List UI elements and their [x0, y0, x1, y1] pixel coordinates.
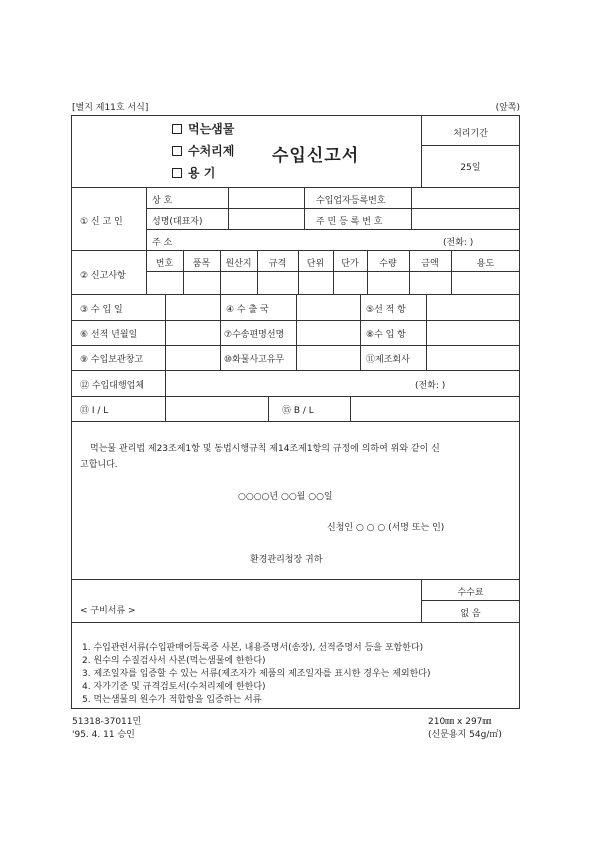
approval-date: '95. 4. 11 승인	[72, 730, 135, 740]
paper-size: 210㎜ x 297㎜	[428, 717, 492, 727]
documents-title: < 구비서류 >	[80, 606, 136, 616]
column-header: 규격	[268, 259, 287, 269]
document-item: 2. 원수의 수질검사서 사본(먹는샘물에 한한다)	[82, 656, 266, 666]
address-label: 주 소	[152, 238, 173, 248]
importer-reg-no-label: 수입업자등록번호	[316, 196, 386, 206]
column-header: 단위	[306, 259, 325, 269]
applicant-signature: 신청인 ○ ○ ○ (서명 또는 인)	[327, 523, 445, 533]
resident-no-label: 주 민 등 록 번 호	[316, 217, 383, 227]
column-header: 품목	[192, 259, 211, 269]
import-agent-label: ⑫ 수입대행업체	[80, 381, 145, 391]
checkbox-icon	[172, 124, 182, 134]
page-side-label: (앞쪽)	[495, 103, 520, 113]
column-header: 수량	[379, 259, 397, 269]
fee-value: 없 음	[460, 609, 481, 619]
cargo-accident-label: ⑩화물사고유무	[224, 355, 285, 365]
document-item: 5. 먹는샘물의 원수가 적합함을 입증하는 서류	[82, 695, 262, 705]
checkbox-water-treatment[interactable]: 수처리제	[172, 142, 234, 159]
phone-label: (전화: )	[443, 238, 474, 248]
document-item: 4. 자가기준 및 규격검토서(수처리제에 한한다)	[82, 682, 266, 692]
form-code: 51318-37011민	[72, 717, 142, 727]
processing-period-label: 처리기간	[453, 129, 488, 139]
warehouse-label: ⑨ 수입보관창고	[80, 355, 144, 365]
checkbox-icon	[172, 146, 182, 156]
statement-line-1: 먹는물 관리법 제23조제1항 및 동법시행규칙 제14조제1항의 규정에 의하여 위와 같이 신	[90, 444, 440, 454]
lc-label: ⑬ I / L	[80, 406, 109, 416]
column-header: 번호	[155, 259, 174, 269]
agent-phone-label: (전화: )	[415, 381, 446, 391]
application-date: ○○○○년 ○○월 ○○일	[238, 492, 333, 502]
import-port-label: ⑧수 입 항	[366, 330, 406, 340]
paper-type: (신문용지 54g/㎡)	[428, 730, 502, 740]
page-title: 수입신고서	[272, 146, 360, 166]
loading-date-label: ⑥ 선적 년월일	[80, 330, 138, 340]
processing-period-value: 25일	[460, 163, 481, 173]
import-date-label: ③ 수 입 일	[80, 305, 123, 315]
checkbox-drinking-water[interactable]: 먹는샘물	[172, 120, 234, 137]
column-header: 용도	[476, 259, 495, 269]
bl-label: ⑮ B / L	[282, 406, 314, 416]
fee-label: 수수료	[457, 588, 484, 598]
checkbox-icon	[172, 168, 182, 178]
report-items-section-label: ② 신고사항	[80, 271, 126, 281]
checkbox-container[interactable]: 용 기	[172, 164, 215, 181]
loading-port-label: ⑤선 적 항	[366, 305, 406, 315]
export-country-label: ④ 수 출 국	[226, 305, 269, 315]
manufacturer-label: ⑪제조회사	[366, 355, 410, 365]
trade-name-label: 상 호	[152, 196, 173, 206]
representative-label: 성명(대표자)	[152, 217, 203, 227]
applicant-section-label: ① 신 고 인	[80, 217, 123, 227]
vessel-name-label: ⑦수송편명선명	[224, 330, 285, 340]
column-header: 단가	[341, 259, 359, 269]
document-item: 3. 제조일자를 입증할 수 있는 서류(제조자가 제품의 제조일자를 표시한 경우는 제외한다)	[82, 669, 431, 679]
document-item: 1. 수입관련서류(수입판매어등록증 사본, 내용증명서(송장), 선적증명서 등을 포함한다)	[82, 643, 424, 653]
addressee: 환경관리청장 귀하	[250, 555, 323, 565]
statement-line-2: 고합니다.	[80, 460, 118, 470]
column-header: 금액	[421, 259, 439, 269]
column-header: 원산지	[225, 259, 252, 269]
form-number: [별지 제11호 서식]	[72, 103, 149, 113]
